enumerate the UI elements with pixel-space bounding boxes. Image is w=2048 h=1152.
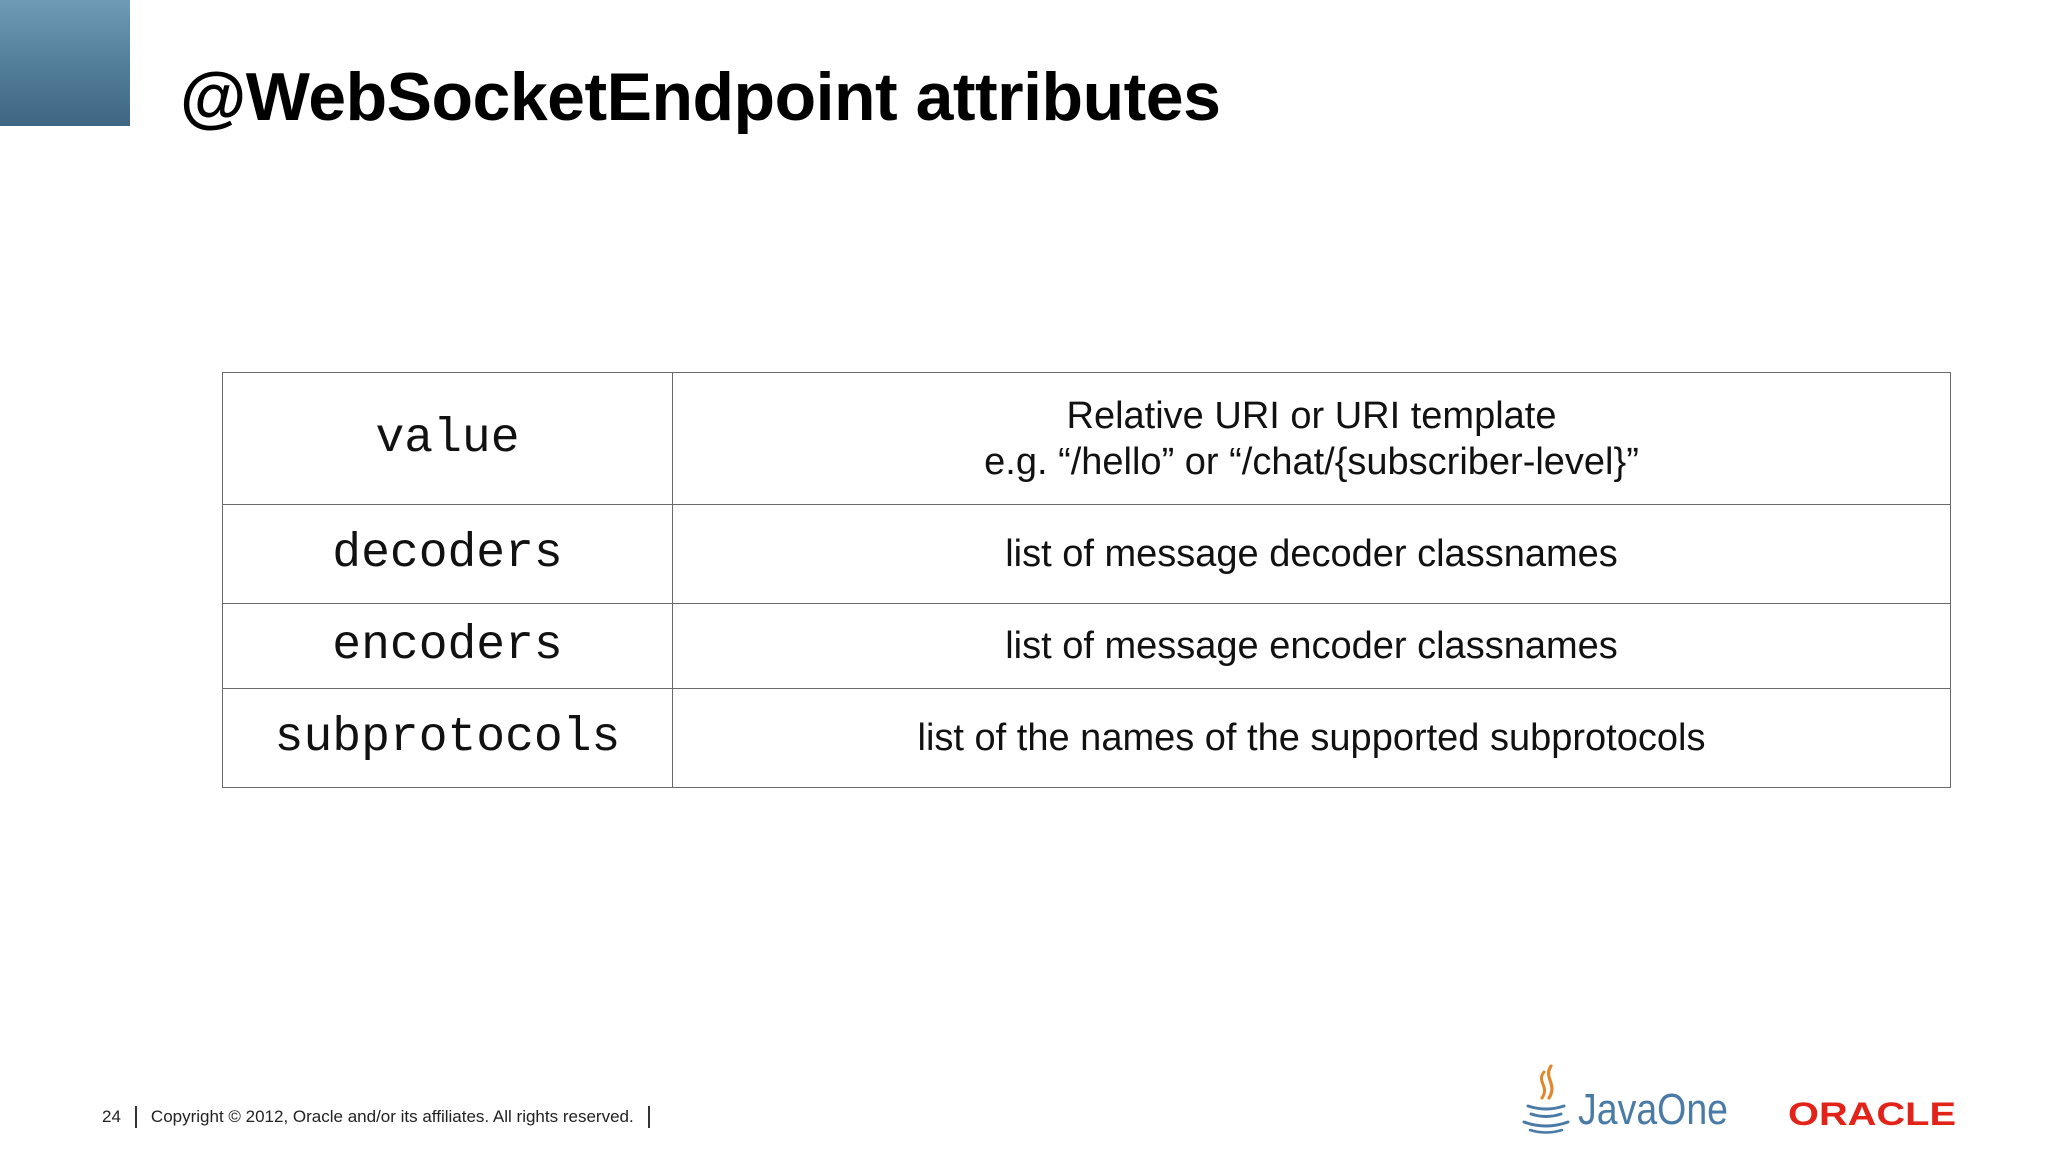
description-line: list of the names of the supported subprotocols bbox=[917, 717, 1706, 759]
attribute-description bbox=[673, 505, 1951, 604]
attribute-name: decoders bbox=[223, 505, 673, 604]
corner-accent-block bbox=[0, 0, 130, 126]
page-number: 24 bbox=[102, 1107, 121, 1126]
table-row bbox=[223, 604, 1951, 689]
attribute-name: encoders bbox=[223, 604, 673, 689]
oracle-logo bbox=[1788, 1096, 1960, 1130]
java-cup-icon bbox=[1524, 1066, 1568, 1133]
footer-divider bbox=[648, 1106, 650, 1128]
slide-footer bbox=[102, 1106, 664, 1128]
description-line: list of message encoder classnames bbox=[1005, 625, 1618, 667]
attribute-name: subprotocols bbox=[223, 689, 673, 788]
attribute-description bbox=[673, 689, 1951, 788]
table-row bbox=[223, 373, 1951, 505]
attribute-name: value bbox=[223, 373, 673, 505]
attribute-description bbox=[673, 373, 1951, 505]
table-row bbox=[223, 689, 1951, 788]
attributes-table bbox=[222, 372, 1951, 788]
table-row bbox=[223, 505, 1951, 604]
description-line: Relative URI or URI template bbox=[1066, 394, 1557, 437]
copyright-notice: Copyright © 2012, Oracle and/or its affiliates. All rights reserved. bbox=[150, 1107, 634, 1126]
javaone-logo bbox=[1520, 1060, 1740, 1140]
footer-divider bbox=[135, 1106, 137, 1128]
slide-title: @WebSocketEndpoint attributes bbox=[180, 59, 1221, 135]
description-line: e.g. “/hello” or “/chat/{subscriber-level}” bbox=[984, 440, 1639, 483]
description-line: list of message decoder classnames bbox=[1005, 533, 1618, 575]
oracle-wordmark: ORACLE bbox=[1788, 1096, 1956, 1130]
attribute-description bbox=[673, 604, 1951, 689]
javaone-wordmark: JavaOne bbox=[1578, 1085, 1728, 1134]
